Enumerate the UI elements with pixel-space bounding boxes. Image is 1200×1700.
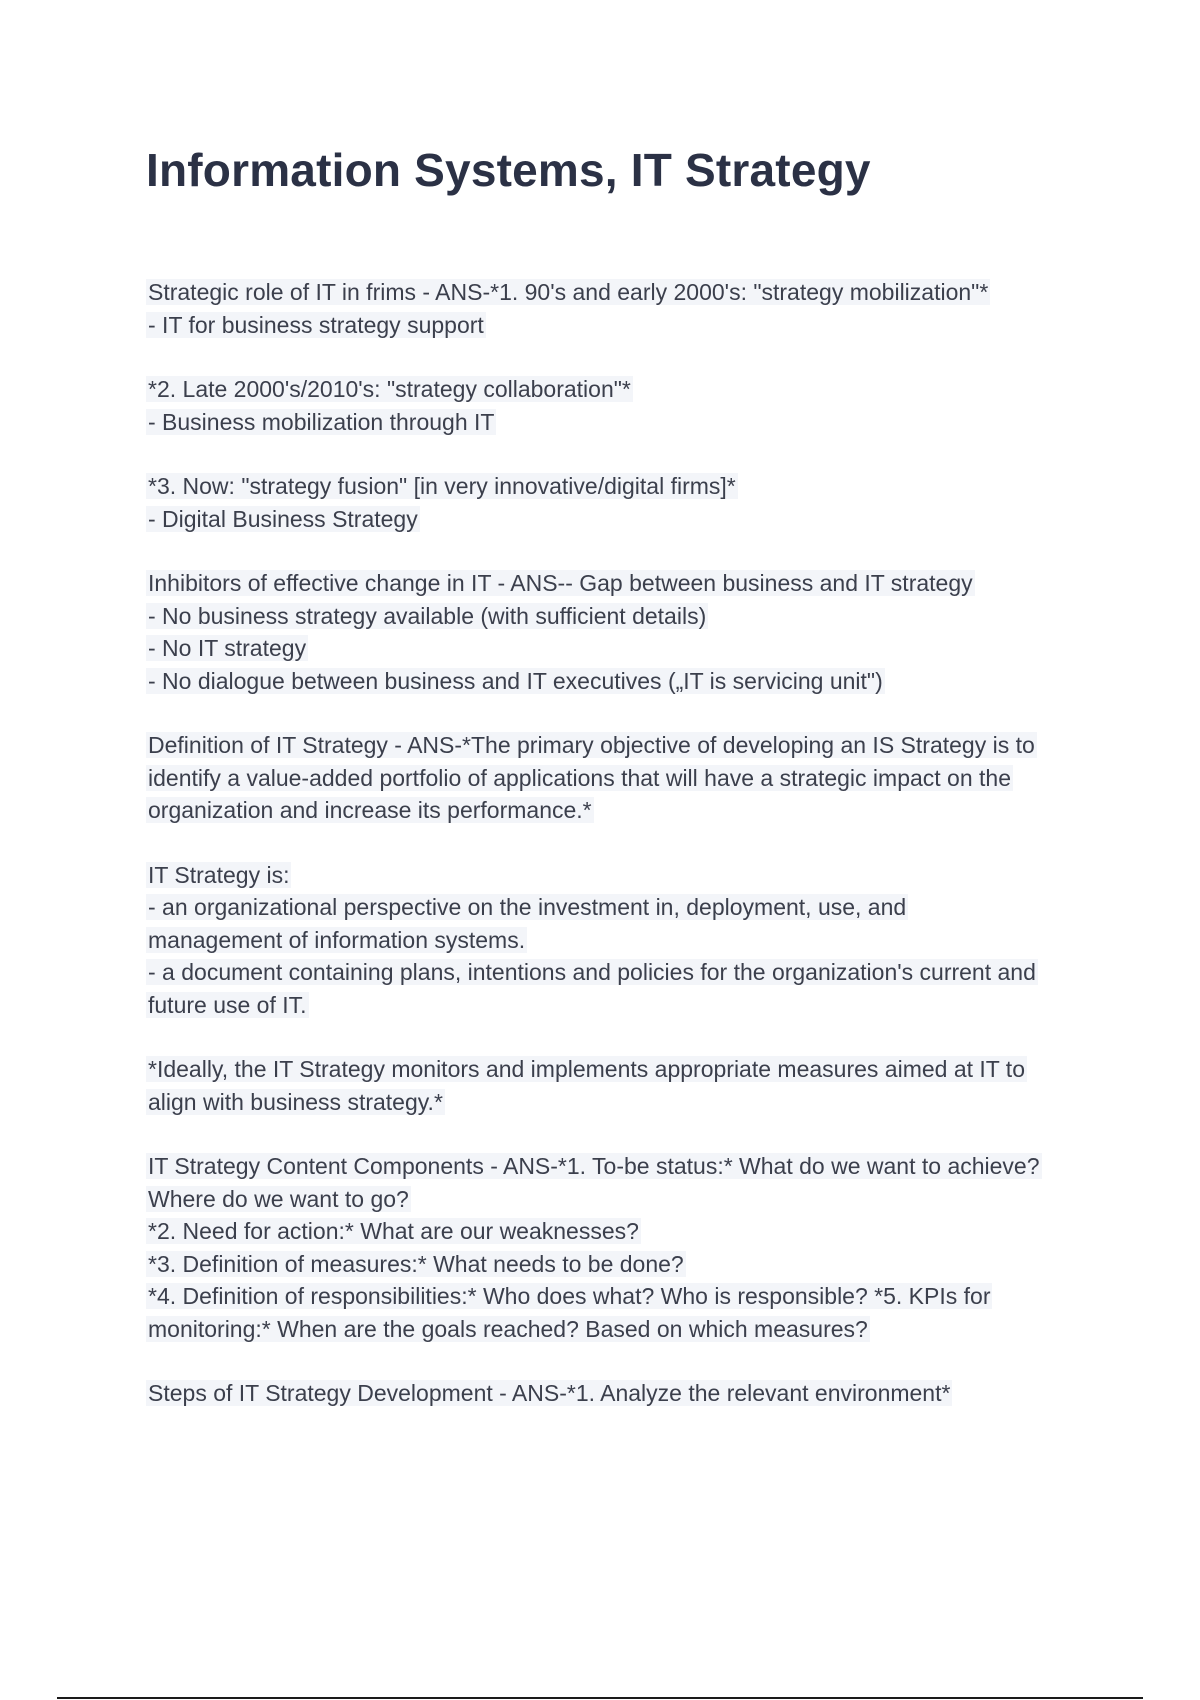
text-line: - an organizational perspective on the investment in, deployment, use, and <box>148 894 907 920</box>
text-line: future use of IT. <box>148 991 307 1018</box>
page-bottom-divider <box>57 1697 1143 1699</box>
text-line: *Ideally, the IT Strategy monitors and implements appropriate measures aimed at IT to <box>148 1056 1025 1082</box>
text-block-content-components <box>146 1150 1096 1345</box>
text-line: - Digital Business Strategy <box>148 505 418 532</box>
text-line: - No IT strategy <box>148 635 307 661</box>
text-line: align with business strategy.* <box>148 1088 443 1115</box>
text-line: - a document containing plans, intentions and policies for the organization's current and <box>148 959 1036 985</box>
text-line: - IT for business strategy support <box>148 311 484 338</box>
text-line: monitoring:* When are the goals reached? Based on which measures? <box>148 1315 868 1342</box>
text-line: - No dialogue between business and IT executives („IT is servicing unit") <box>148 667 883 694</box>
text-line: - Business mobilization through IT <box>148 408 495 435</box>
document-body <box>146 276 1096 1442</box>
text-block-ideally <box>146 1053 1096 1118</box>
text-line: *2. Need for action:* What are our weaknesses? <box>148 1218 639 1244</box>
text-line: Steps of IT Strategy Development - ANS-*1. Analyze the relevant environment* <box>148 1380 951 1406</box>
text-block-definition <box>146 729 1096 827</box>
text-line: *2. Late 2000's/2010's: "strategy collaboration"* <box>148 376 631 402</box>
text-block-it-strategy-is <box>146 859 1096 1022</box>
text-line: IT Strategy is: <box>148 861 290 888</box>
text-block-strategic-role <box>146 276 1096 341</box>
text-line: Definition of IT Strategy - ANS-*The primary objective of developing an IS Strategy is to <box>148 732 1035 758</box>
text-block-inhibitors <box>146 567 1096 697</box>
text-line: *4. Definition of responsibilities:* Who does what? Who is responsible? *5. KPIs for <box>148 1283 991 1309</box>
text-line: - No business strategy available (with sufficient details) <box>148 602 707 629</box>
text-line: Strategic role of IT in frims - ANS-*1. 90's and early 2000's: "strategy mobilization"* <box>148 279 989 305</box>
text-line: Where do we want to go? <box>148 1185 409 1212</box>
text-block-strategy-collaboration <box>146 373 1096 438</box>
text-block-development-steps <box>146 1377 1096 1410</box>
text-line: *3. Now: "strategy fusion" [in very innovative/digital firms]* <box>148 473 736 499</box>
text-line: organization and increase its performance.* <box>148 797 592 823</box>
text-line: identify a value-added portfolio of applications that will have a strategic impact on the <box>148 764 1012 791</box>
text-line: Inhibitors of effective change in IT - ANS-- Gap between business and IT strategy <box>148 570 973 596</box>
text-line: management of information systems. <box>148 926 526 953</box>
text-line: IT Strategy Content Components - ANS-*1. To-be status:* What do we want to achieve? <box>148 1153 1040 1179</box>
text-block-strategy-fusion <box>146 470 1096 535</box>
document-title: Information Systems, IT Strategy <box>146 144 871 196</box>
text-line: *3. Definition of measures:* What needs to be done? <box>148 1250 684 1277</box>
